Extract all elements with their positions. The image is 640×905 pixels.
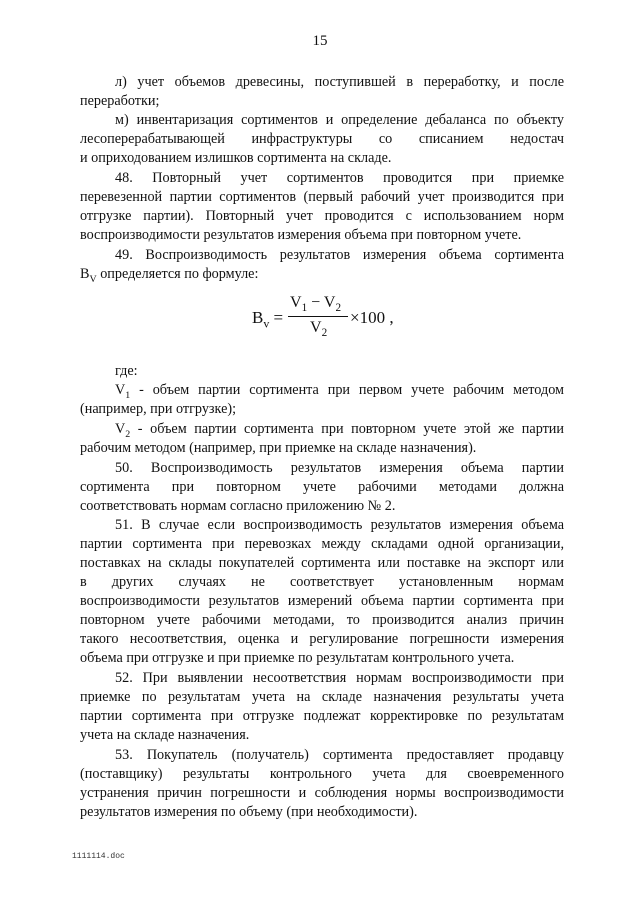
formula-multiplier: ×100 , bbox=[350, 308, 394, 327]
para-52-line-4: учета на складе назначения. bbox=[80, 727, 250, 743]
footer-filename: 1111114.doc bbox=[72, 852, 125, 861]
para-53-line-4: результатов измерения по объему (при необходимости). bbox=[80, 804, 418, 820]
symbol-bv: $B_V$ bbox=[80, 266, 97, 285]
para-53-line-2: (поставщику) результаты контрольного учета для своевременного bbox=[80, 766, 564, 782]
para-50-line-2: сортимента при повторном учете рабочими методами должна bbox=[80, 479, 564, 495]
v2-definition-line-2: рабочим методом (например, при приемке на складе назначения). bbox=[80, 440, 477, 456]
para-52-line-2: приемке по результатам учета на складе назначения результаты учета bbox=[80, 689, 564, 705]
para-49-line-1: 49. Воспроизводимость результатов измерения объема сортимента bbox=[115, 247, 564, 263]
para-m-line-2: лесоперерабатывающей инфраструктуры со списанием недостач bbox=[80, 131, 564, 147]
para-52-line-3: партии сортимента при отгрузке подлежат корректировке по результатам bbox=[80, 708, 564, 724]
reproducibility-formula bbox=[252, 290, 402, 350]
para-53-line-3: устранения причин погрешности и соблюдения нормы воспроизводимости bbox=[80, 785, 564, 801]
para-51-line-1: 51. В случае если воспроизводимость результатов измерения объема bbox=[115, 517, 564, 533]
v1-definition-line-1: $V_1$ - объем партии сортимента при первом учете рабочим методом bbox=[115, 382, 564, 401]
para-m-line-3: и оприходованием излишков сортимента на складе. bbox=[80, 150, 392, 166]
para-51-line-4: в других случаях не соответствует установленным нормам bbox=[80, 574, 564, 590]
formula-lhs: $B_v$ = bbox=[252, 308, 284, 331]
where-label: где: bbox=[115, 363, 138, 379]
para-51-line-5: воспроизводимости результатов измерений объема партии сортимента при bbox=[80, 593, 564, 609]
para-51-line-3: поставках на склады покупателей сортимента или поставке на экспорт или bbox=[80, 555, 564, 571]
formula-numerator: $V_1 - V_2$ bbox=[290, 294, 342, 315]
para-l-line-1: л) учет объемов древесины, поступившей в переработку, и после bbox=[115, 74, 564, 90]
para-51-line-6: повторном учете рабочими методами, то производится анализ причин bbox=[80, 612, 564, 628]
para-l-line-2: переработки; bbox=[80, 93, 160, 109]
para-51-line-8: объема при отгрузке и при приемке по результатам контрольного учета. bbox=[80, 650, 515, 666]
para-m-line-1: м) инвентаризация сортиментов и определение дебаланса по объекту bbox=[115, 112, 564, 128]
para-48-line-4: воспроизводимости результатов измерения объема при повторном учете. bbox=[80, 227, 522, 243]
v1-definition-line-2: (например, при отгрузке); bbox=[80, 401, 237, 417]
para-52-line-1: 52. При выявлении несоответствия нормам воспроизводимости при bbox=[115, 670, 564, 686]
para-48-line-3: отгрузке партии). Повторный учет проводится с использованием норм bbox=[80, 208, 564, 224]
page-number: 15 bbox=[312, 33, 328, 49]
para-51-line-2: партии сортимента при перевозках между складами одной организации, bbox=[80, 536, 564, 552]
para-48-line-1: 48. Повторный учет сортиментов проводится при приемке bbox=[115, 170, 564, 186]
para-51-line-7: такого несоответствия, оценка и регулирование погрешности измерения bbox=[80, 631, 564, 647]
para-53-line-1: 53. Покупатель (получатель) сортимента предоставляет продавцу bbox=[115, 747, 564, 763]
para-49-line-2: $B_V$ определяется по формуле: bbox=[80, 266, 259, 285]
para-50-line-1: 50. Воспроизводимость результатов измерения объема партии bbox=[115, 460, 564, 476]
formula-fraction-bar bbox=[288, 316, 348, 317]
para-48-line-2: перевезенной партии сортиментов (первый рабочий учет производится при bbox=[80, 189, 564, 205]
v2-definition-line-1: $V_2$ - объем партии сортимента при повторном учете этой же партии bbox=[115, 421, 564, 440]
para-50-line-3: соответствовать нормам согласно приложению № 2. bbox=[80, 498, 396, 514]
formula-denominator: $V_2$ bbox=[310, 319, 328, 340]
